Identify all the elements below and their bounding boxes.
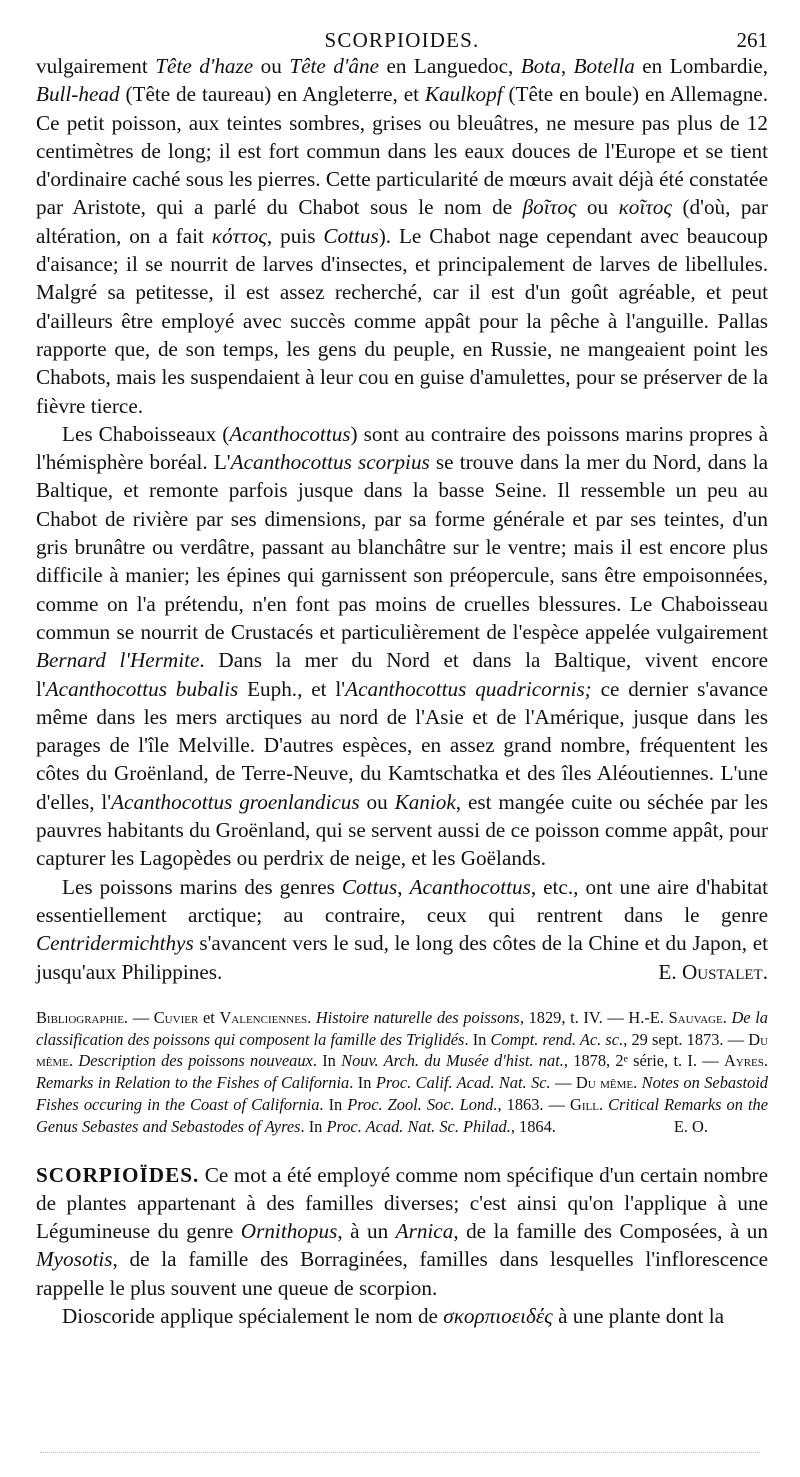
paragraph-chabot: vulgairement Tête d'haze ou Tête d'âne en Languedoc, Bota, Botella en Lombardie, Bull-head (Tête de taureau) en Angleterre, et Kaulkopf (Tête en boule) en Allemagne. Ce petit poisson, aux teintes sombres, grises ou bleuâtres, ne mesure pas plus de 12 centimètres de long; il est fort commun dans les eaux douces de l'Europe et se tient d'ordinaire caché sous les pierres. Cette particularité de mœurs avait déjà été constatée par Aristote, qui a parlé du Chabot sous le nom de βοῖτος ou κοῖτος (d'où, par altération, on a fait κόττος, puis Cottus). Le Chabot nage cependant avec beaucoup d'aisance; il se nourrit de larves d'insectes, et principalement de larves de libellules. Malgré sa petitesse, il est assez recherché, car il est d'un goût agréable, et peut d'ailleurs être employé avec succès comme appât pour la pêche à l'anguille. Pallas rapporte que, de son temps, les gens du peuple, en Russie, ne mangeaient point les Chabots, mais les suspendaient à leur cou en guise d'amulettes, pour se préserver de la fièvre tierce.: [36, 54, 768, 418]
paragraph-chaboisseaux: Les Chaboisseaux (Acanthocottus) sont au contraire des poissons marins propres à l'hémisphère boréal. L'Acanthocottus scorpius se trouve dans la mer du Nord, dans la Baltique, et remonte parfois jusque dans la basse Seine. Il ressemble un peu au Chabot de rivière par ses dimensions, par sa forme générale et par ses teintes, d'un gris brunâtre ou verdâtre, passant au blanchâtre sur le ventre; mais il est encore plus difficile à manier; les épines qui garnissent son préopercule, sans être empoisonnées, comme on l'a prétendu, n'en font pas moins de cruelles blessures. Le Chaboisseau commun se nourrit de Crustacés et particulièrement de l'espèce appelée vulgairement Bernard l'Hermite. Dans la mer du Nord et dans la Baltique, vivent encore l'Acanthocottus bubalis Euph., et l'Acanthocottus quadricornis; ce dernier s'avance même dans les mers arctiques au nord de l'Asie et de l'Amérique, jusque dans les parages de l'île Melville. D'autres espèces, en assez grand nombre, fréquentent les côtes du Groënland, de Terre-Neuve, du Kamtschatka et des îles Aléoutiennes. L'une d'elles, l'Acanthocottus groenlandicus ou Kaniok, est mangée cuite ou séchée par les pauvres habitants du Groënland, qui se servent aussi de ce poisson comme appât, pour capturer les Lagopèdes ou perdrix de neige, et les Goëlands.: [36, 421, 769, 871]
document-page: [36, 22, 768, 1330]
bibliography-text: Bibliographie. — Cuvier et Valenciennes. Histoire naturelle des poissons, 1829, t. IV. — H.-E. Sauvage. De la classification des poissons qui composent la famille des Triglidés. In Compt. rend. Ac. sc., 29 sept. 1873. — Du même. Description des poissons nouveaux. In Nouv. Arch. du Musée d'hist. nat., 1878, 2ᵉ série, t. I. — Ayres. Remarks in Relation to the Fishes of California. In Proc. Calif. Acad. Nat. Sc. — Du même. Notes on Sebastoid Fishes occuring in the Coast of California. In Proc. Zool. Soc. Lond., 1863. — Gill. Critical Remarks on the Genus Sebastes and Sebastodes of Ayres. In Proc. Acad. Nat. Sc. Philad., 1864. E. O.: [36, 1007, 769, 1136]
entry-headword: SCORPIOÏDES.: [36, 1162, 200, 1187]
bibliography-signature: E. O.: [673, 1116, 708, 1136]
running-title: SCORPIOIDES.: [324, 28, 480, 52]
bibliography: [36, 1007, 768, 1138]
author-signature: E. Oustalet.: [658, 959, 768, 984]
entry-paragraph-1: SCORPIOÏDES. Ce mot a été employé comme nom spécifique d'un certain nombre de plantes appartenant à des familles diverses; c'est ainsi qu'on l'applique à une Légumineuse du genre Ornithopus, à un Arnica, de la famille des Composées, à un Myosotis, de la famille des Borraginées, familles dans lesquelles l'inflorescence rappelle le plus souvent une queue de scorpion.: [36, 1162, 768, 1300]
article-body: [36, 52, 768, 986]
running-head: [36, 22, 768, 52]
paragraph-distribution: Les poissons marins des genres Cottus, Acanthocottus, etc., ont une aire d'habitat essentiellement arctique; au contraire, ceux qui rentrent dans le genre Centridermichthys s'avancent vers le sud, le long des côtes de la Chine et du Japon, et jusqu'aux Philippines. E. Oustalet.: [36, 873, 768, 986]
entry-paragraph-2: Dioscoride applique spécialement le nom de σκορπιοειδές à une plante dont la: [62, 1304, 724, 1329]
page-number: 261: [736, 28, 768, 52]
cut-off-next-line: [40, 1452, 760, 1453]
entry-scorpioides: [36, 1161, 768, 1331]
bibliography-label: Bibliographie.: [36, 1007, 129, 1027]
